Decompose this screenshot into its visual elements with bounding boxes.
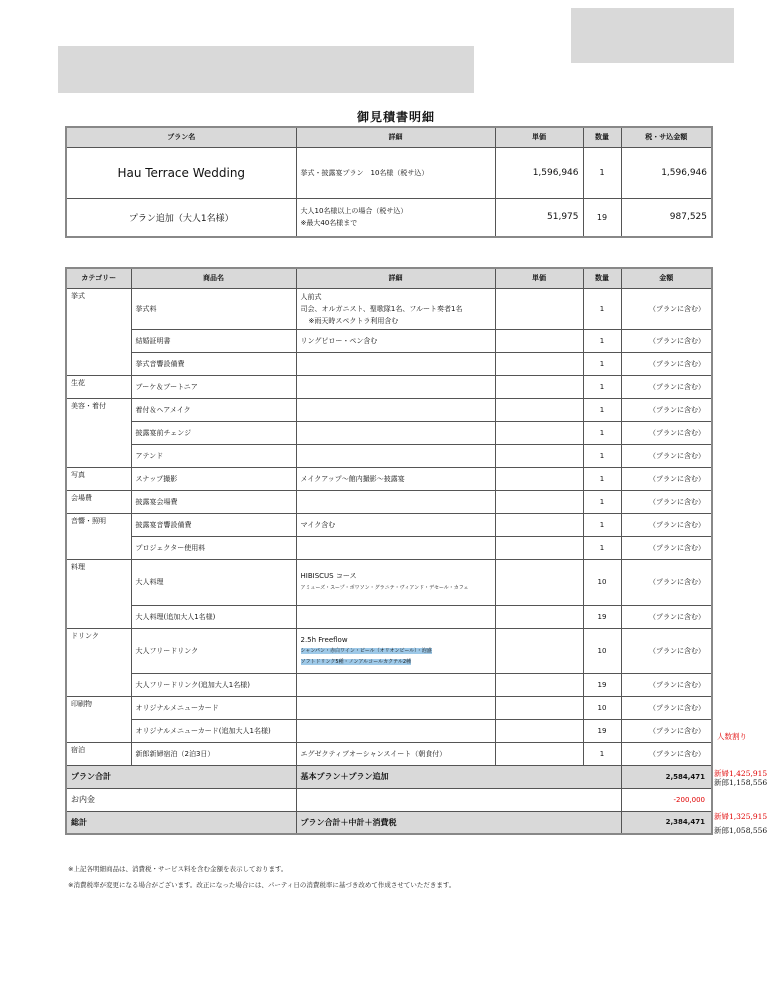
category-cell: 料理: [66, 559, 131, 628]
plan-total-amount: 2,584,471: [621, 765, 712, 788]
amount: （プランに含む）: [621, 742, 712, 765]
table-row: [66, 490, 712, 513]
quantity: 1: [583, 147, 621, 198]
quantity: 1: [583, 329, 621, 352]
item-name: スナップ撮影: [131, 467, 296, 490]
amount: 1,596,946: [621, 147, 712, 198]
amount: （プランに含む）: [621, 467, 712, 490]
groom-total-note: 新郎1,058,556: [714, 826, 768, 835]
table-row: [66, 198, 712, 237]
footnote: ※消費税率が変更になる場合がございます。改正になった場合には、パーティ日の消費税率に基づき改めて作成させていただきます。: [68, 881, 456, 889]
item-name: 結婚証明書: [131, 329, 296, 352]
column-header: 単価: [495, 268, 583, 288]
category-cell: 宿泊: [66, 742, 131, 765]
table-row: [66, 147, 712, 198]
amount: （プランに含む）: [621, 444, 712, 467]
footnote: ※上記各明細商品は、消費税・サービス料を含む金額を表示しております。: [68, 865, 288, 873]
plan-total-label: プラン合計: [66, 765, 296, 788]
plan-detail: 大人10名様以上の場合（税サ込） ※最大40名様まで: [296, 198, 495, 237]
item-detail: 2.5h Freeflow シャンパン・赤白ワイン・ビール（オリオンビール）・泡盛 ソフトドリンク5種・ノンアルコールカクテル2種: [296, 628, 495, 673]
amount: （プランに含む）: [621, 375, 712, 398]
item-name: 大人フリードリンク(追加大人1名様): [131, 673, 296, 696]
quantity: 19: [583, 719, 621, 742]
quantity: 19: [583, 198, 621, 237]
item-name: 大人フリードリンク: [131, 628, 296, 673]
table-row: [66, 444, 712, 467]
quantity: 1: [583, 467, 621, 490]
plan-table: [65, 126, 713, 238]
table-row: [66, 352, 712, 375]
item-detail: メイクアップ～館内撮影～披露宴: [296, 467, 495, 490]
plan-total-detail: 基本プラン＋プラン追加: [296, 765, 621, 788]
amount: （プランに含む）: [621, 421, 712, 444]
amount: （プランに含む）: [621, 719, 712, 742]
category-cell: 生花: [66, 375, 131, 398]
table-row: [66, 696, 712, 719]
quantity: 1: [583, 444, 621, 467]
table-row: [66, 628, 712, 673]
item-name: 披露宴会場費: [131, 490, 296, 513]
quantity: 10: [583, 696, 621, 719]
quantity: 1: [583, 536, 621, 559]
table-row: [66, 742, 712, 765]
amount: （プランに含む）: [621, 352, 712, 375]
item-name: 着付＆ヘアメイク: [131, 398, 296, 421]
plan-name: プラン追加（大人1名様）: [66, 198, 296, 237]
grand-total-detail: プラン合計＋中計＋消費税: [296, 811, 621, 834]
category-cell: 印刷物: [66, 696, 131, 742]
amount: （プランに含む）: [621, 398, 712, 421]
amount: （プランに含む）: [621, 559, 712, 605]
quantity: 10: [583, 628, 621, 673]
unit-price: 51,975: [495, 198, 583, 237]
table-row: [66, 398, 712, 421]
table-row: [66, 559, 712, 605]
item-name: オリジナルメニューカード: [131, 696, 296, 719]
items-table: [65, 267, 713, 835]
amount: （プランに含む）: [621, 513, 712, 536]
column-header: 詳細: [296, 127, 495, 147]
bride-subtotal-note: 新婦1,425,915: [714, 769, 768, 778]
item-name: ブーケ＆ブートニア: [131, 375, 296, 398]
grand-total-amount: 2,384,471: [621, 811, 712, 834]
column-header: 商品名: [131, 268, 296, 288]
quantity: 1: [583, 490, 621, 513]
table-row: [66, 513, 712, 536]
quantity: 1: [583, 742, 621, 765]
quantity: 1: [583, 398, 621, 421]
quantity: 1: [583, 421, 621, 444]
item-name: 大人料理(追加大人1名様): [131, 605, 296, 628]
item-name: 披露宴音響設備費: [131, 513, 296, 536]
table-row: [66, 673, 712, 696]
item-name: 披露宴前チェンジ: [131, 421, 296, 444]
quantity: 1: [583, 352, 621, 375]
redacted-block: [571, 8, 734, 63]
column-header: プラン名: [66, 127, 296, 147]
category-cell: 挙式: [66, 288, 131, 375]
document-title: 御見積書明細: [356, 110, 435, 124]
discount-note: 人数割り: [717, 732, 747, 741]
category-cell: 美容・着付: [66, 398, 131, 467]
quantity: 10: [583, 559, 621, 605]
category-cell: 写真: [66, 467, 131, 490]
item-name: 挙式料: [131, 288, 296, 329]
item-name: 挙式音響設備費: [131, 352, 296, 375]
grand-total-row: [66, 811, 712, 834]
item-name: プロジェクター使用料: [131, 536, 296, 559]
plan-total-row: [66, 765, 712, 788]
quantity: 1: [583, 513, 621, 536]
item-detail: リングピロー・ペン含む: [296, 329, 495, 352]
unit-price: 1,596,946: [495, 147, 583, 198]
table-row: [66, 719, 712, 742]
groom-subtotal-note: 新郎1,158,556: [714, 778, 768, 787]
table-row: [66, 605, 712, 628]
amount: （プランに含む）: [621, 605, 712, 628]
item-name: 新郎新婦宿泊（2泊3日）: [131, 742, 296, 765]
item-detail: エグゼクティブオーシャンスイート（朝食付）: [296, 742, 495, 765]
column-header: 単価: [495, 127, 583, 147]
table-row: [66, 329, 712, 352]
amount: （プランに含む）: [621, 288, 712, 329]
quantity: 19: [583, 673, 621, 696]
deposit-label: お内金: [66, 788, 296, 811]
grand-total-label: 総計: [66, 811, 296, 834]
column-header: 数量: [583, 127, 621, 147]
amount: （プランに含む）: [621, 673, 712, 696]
column-header: カテゴリー: [66, 268, 131, 288]
quantity: 19: [583, 605, 621, 628]
redacted-block: [58, 46, 474, 93]
amount: （プランに含む）: [621, 329, 712, 352]
table-row: [66, 375, 712, 398]
deposit-row: [66, 788, 712, 811]
quantity: 1: [583, 375, 621, 398]
item-name: オリジナルメニューカード(追加大人1名様): [131, 719, 296, 742]
amount: （プランに含む）: [621, 490, 712, 513]
amount: 987,525: [621, 198, 712, 237]
amount: （プランに含む）: [621, 696, 712, 719]
plan-detail: 挙式・披露宴プラン 10名様（税サ込）: [296, 147, 495, 198]
category-cell: 音響・照明: [66, 513, 131, 559]
amount: （プランに含む）: [621, 628, 712, 673]
table-row: [66, 467, 712, 490]
bride-total-note: 新婦1,325,915: [714, 812, 768, 821]
column-header: 詳細: [296, 268, 495, 288]
category-cell: ドリンク: [66, 628, 131, 696]
table-header-row: [66, 268, 712, 288]
column-header: 数量: [583, 268, 621, 288]
item-name: 大人料理: [131, 559, 296, 605]
item-detail: マイク含む: [296, 513, 495, 536]
category-cell: 会場費: [66, 490, 131, 513]
column-header: 税・サ込金額: [621, 127, 712, 147]
plan-name: Hau Terrace Wedding: [66, 147, 296, 198]
quantity: 1: [583, 288, 621, 329]
table-row: [66, 288, 712, 329]
deposit-amount: -200,000: [621, 788, 712, 811]
table-header-row: [66, 127, 712, 147]
item-detail: 人前式 司会、オルガニスト、聖歌隊1名、フルート奏者1名 ※雨天時スペクトラ利用含む: [296, 288, 495, 329]
amount: （プランに含む）: [621, 536, 712, 559]
table-row: [66, 421, 712, 444]
column-header: 金額: [621, 268, 712, 288]
table-row: [66, 536, 712, 559]
item-detail: HIBISCUS コース アミューズ・スープ・ポワソン・グラニテ・ヴィアンド・デセール・カフェ: [296, 559, 495, 605]
item-name: アテンド: [131, 444, 296, 467]
